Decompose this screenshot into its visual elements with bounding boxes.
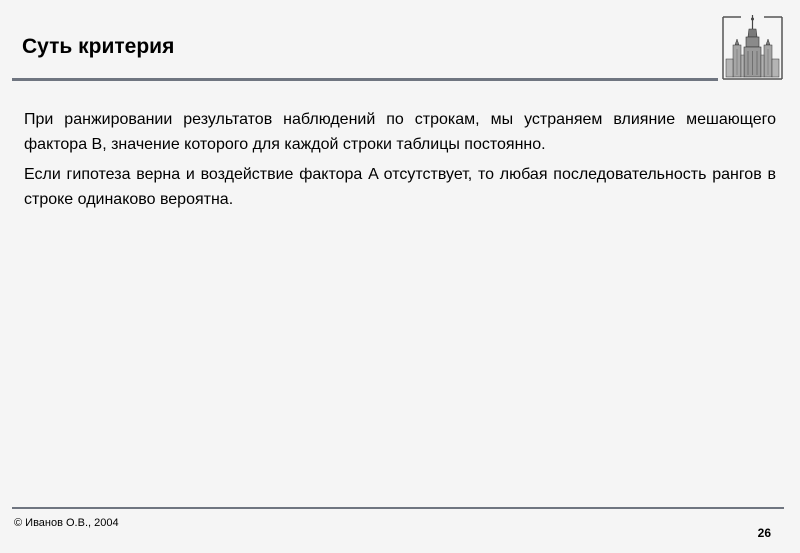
page-number: 26 xyxy=(757,526,771,540)
title-divider xyxy=(12,78,718,81)
slide-title: Суть критерия xyxy=(22,35,175,58)
copyright-notice: © Иванов О.В., 2004 xyxy=(14,517,119,529)
paragraph-hypothesis: Если гипотеза верна и воздействие фактора A отсутствует, то любая последовательность рангов в строке одинаково вероятна. xyxy=(24,166,776,208)
university-building-logo-icon xyxy=(721,15,784,82)
footer-divider xyxy=(12,507,784,509)
paragraph-ranking: При ранжировании результатов наблюдений по строкам, мы устраняем влияние мешающего фактора B, значение которого для каждой строки таблицы постоянно. xyxy=(24,111,776,153)
slide-body xyxy=(24,107,776,217)
